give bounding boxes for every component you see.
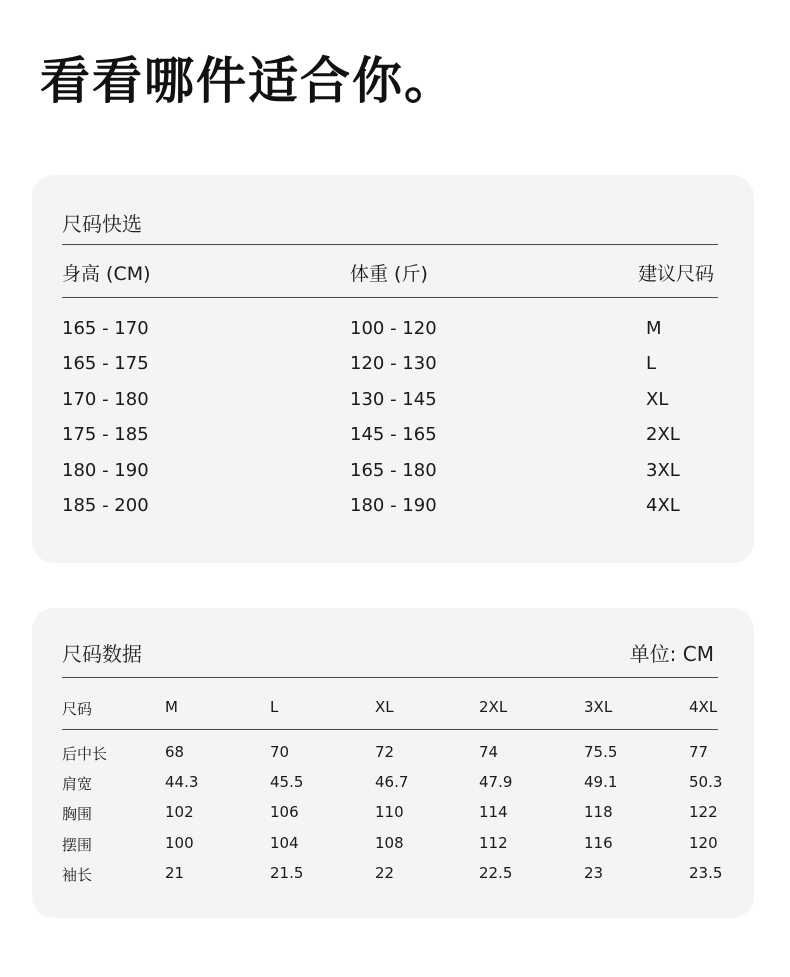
size-data-card	[32, 608, 754, 918]
recommended-size: 2XL	[646, 424, 680, 445]
header-recommended-size: 建议尺码	[638, 263, 715, 285]
table-cell: 114	[479, 803, 508, 821]
table-cell: 70	[270, 743, 290, 761]
table-row	[32, 318, 754, 344]
table-row	[32, 773, 754, 797]
table-cell: 22.5	[479, 864, 513, 882]
divider	[62, 244, 718, 245]
table-cell: 23	[584, 864, 604, 882]
header-weight: 体重 (斤)	[350, 263, 428, 285]
height-range: 185 - 200	[62, 495, 149, 516]
table-row	[32, 743, 754, 767]
recommended-size: M	[646, 318, 662, 339]
height-range: 165 - 175	[62, 353, 149, 374]
recommended-size: 4XL	[646, 495, 680, 516]
table-row	[32, 424, 754, 450]
weight-range: 130 - 145	[350, 389, 437, 410]
table-cell: 50.3	[689, 773, 723, 791]
size-data-header-row	[32, 698, 754, 722]
recommended-size: 3XL	[646, 460, 680, 481]
table-cell: 77	[689, 743, 709, 761]
page-headline: 看看哪件适合你。	[40, 52, 456, 110]
table-cell: 23.5	[689, 864, 723, 882]
table-cell: 44.3	[165, 773, 199, 791]
table-cell: 47.9	[479, 773, 513, 791]
header-height: 身高 (CM)	[62, 263, 151, 285]
weight-range: 100 - 120	[350, 318, 437, 339]
table-cell: 112	[479, 834, 508, 852]
header-size-4xl: 4XL	[689, 698, 718, 716]
table-cell: 45.5	[270, 773, 304, 791]
measurement-label: 胸围	[62, 805, 93, 823]
table-row	[32, 353, 754, 379]
table-cell: 21	[165, 864, 185, 882]
height-range: 165 - 170	[62, 318, 149, 339]
unit-label: 单位: CM	[629, 642, 714, 666]
table-cell: 102	[165, 803, 194, 821]
divider	[62, 729, 718, 730]
table-cell: 72	[375, 743, 395, 761]
quick-select-header-row	[32, 259, 754, 287]
table-row	[32, 389, 754, 415]
table-cell: 110	[375, 803, 404, 821]
size-data-title: 尺码数据	[62, 642, 142, 666]
header-size-3xl: 3XL	[584, 698, 613, 716]
table-row	[32, 834, 754, 858]
table-row	[32, 864, 754, 888]
size-quick-select-card	[32, 175, 754, 563]
header-size-2xl: 2XL	[479, 698, 508, 716]
table-cell: 22	[375, 864, 395, 882]
height-range: 180 - 190	[62, 460, 149, 481]
table-cell: 122	[689, 803, 718, 821]
header-size-xl: XL	[375, 698, 394, 716]
table-cell: 108	[375, 834, 404, 852]
table-cell: 120	[689, 834, 718, 852]
weight-range: 120 - 130	[350, 353, 437, 374]
weight-range: 180 - 190	[350, 495, 437, 516]
quick-select-title: 尺码快选	[62, 212, 142, 236]
height-range: 175 - 185	[62, 424, 149, 445]
table-cell: 74	[479, 743, 499, 761]
weight-range: 145 - 165	[350, 424, 437, 445]
header-size: 尺码	[62, 700, 93, 718]
table-cell: 104	[270, 834, 299, 852]
table-cell: 75.5	[584, 743, 618, 761]
table-cell: 46.7	[375, 773, 409, 791]
table-cell: 68	[165, 743, 185, 761]
table-cell: 49.1	[584, 773, 618, 791]
table-cell: 106	[270, 803, 299, 821]
recommended-size: XL	[646, 389, 669, 410]
header-size-m: M	[165, 698, 178, 716]
table-row	[32, 460, 754, 486]
table-row	[32, 495, 754, 521]
divider	[62, 297, 718, 298]
header-size-l: L	[270, 698, 279, 716]
measurement-label: 袖长	[62, 866, 93, 884]
measurement-label: 后中长	[62, 745, 108, 763]
recommended-size: L	[646, 353, 657, 374]
measurement-label: 肩宽	[62, 775, 93, 793]
height-range: 170 - 180	[62, 389, 149, 410]
divider	[62, 677, 718, 678]
table-cell: 100	[165, 834, 194, 852]
table-row	[32, 803, 754, 827]
measurement-label: 摆围	[62, 836, 93, 854]
weight-range: 165 - 180	[350, 460, 437, 481]
table-cell: 118	[584, 803, 613, 821]
table-cell: 21.5	[270, 864, 304, 882]
table-cell: 116	[584, 834, 613, 852]
